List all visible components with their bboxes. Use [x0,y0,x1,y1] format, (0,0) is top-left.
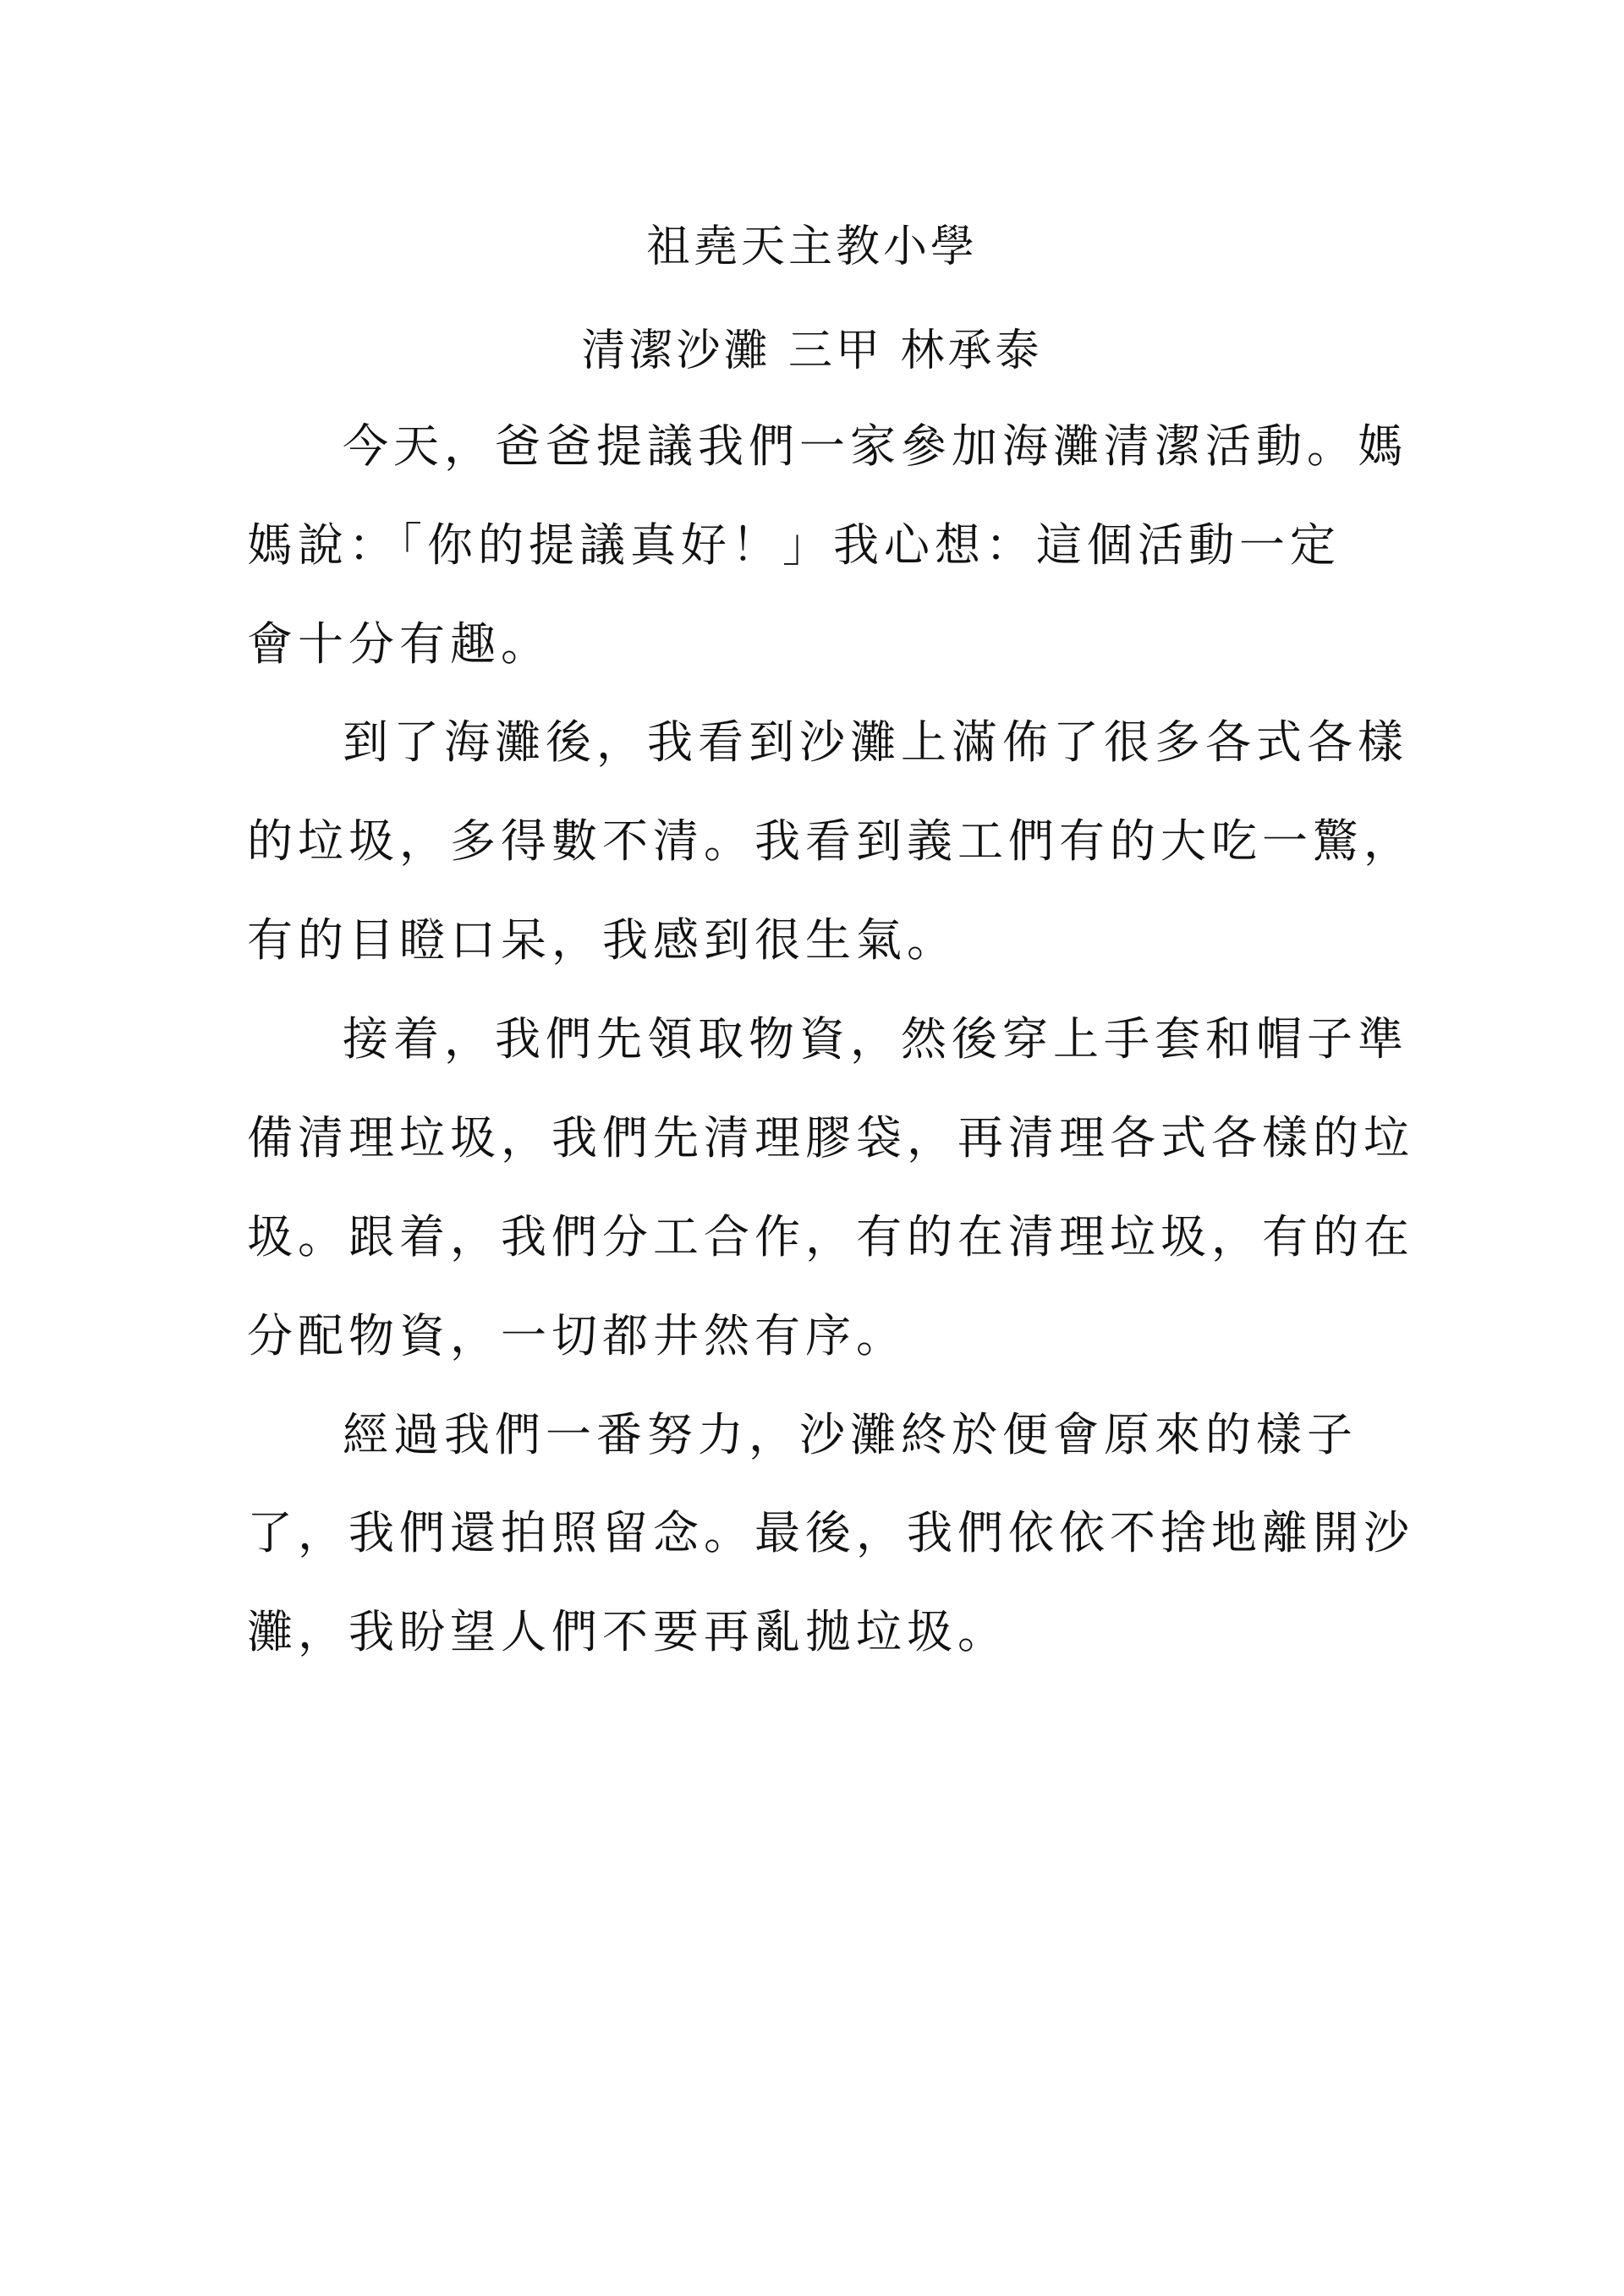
paragraph-2-line-2: 的垃圾，多得數不清。我看到義工們有的大吃一驚， [247,814,1414,868]
paragraph-2-line-1: 到了海灘後，我看到沙灘上滿佈了很多各式各樣 [343,715,1408,769]
paragraph-1-line-1: 今天，爸爸提議我們一家參加海灘清潔活動。媽 [343,419,1408,473]
paragraph-4-line-2: 了，我們還拍照留念。最後，我們依依不捨地離開沙 [247,1506,1414,1559]
paragraph-1-line-2: 媽說：「你的提議真好！」我心想：這個活動一定 [247,518,1341,572]
paragraph-1-line-3: 會十分有趣。 [247,617,551,671]
paragraph-3-line-2: 備清理垃圾，我們先清理膠袋，再清理各式各樣的垃 [247,1111,1414,1164]
school-name: 祖堯天主教小學 [645,222,978,272]
essay-title: 清潔沙灘 三甲 林承泰 [581,326,1043,376]
paragraph-2-line-3: 有的目瞪口呆，我感到很生氣。 [247,913,957,967]
paragraph-3-line-3: 圾。跟着，我們分工合作，有的在清理垃圾，有的在 [247,1210,1414,1263]
paragraph-3-line-1: 接着，我們先領取物資，然後穿上手套和帽子準 [343,1012,1408,1066]
paragraph-4-line-3: 灘，我盼望人們不要再亂拋垃圾。 [247,1605,1008,1658]
paragraph-4-line-1: 經過我們一番努力，沙灘終於便會原來的樣子 [343,1408,1358,1461]
paragraph-3-line-4: 分配物資，一切都井然有序。 [247,1309,907,1362]
